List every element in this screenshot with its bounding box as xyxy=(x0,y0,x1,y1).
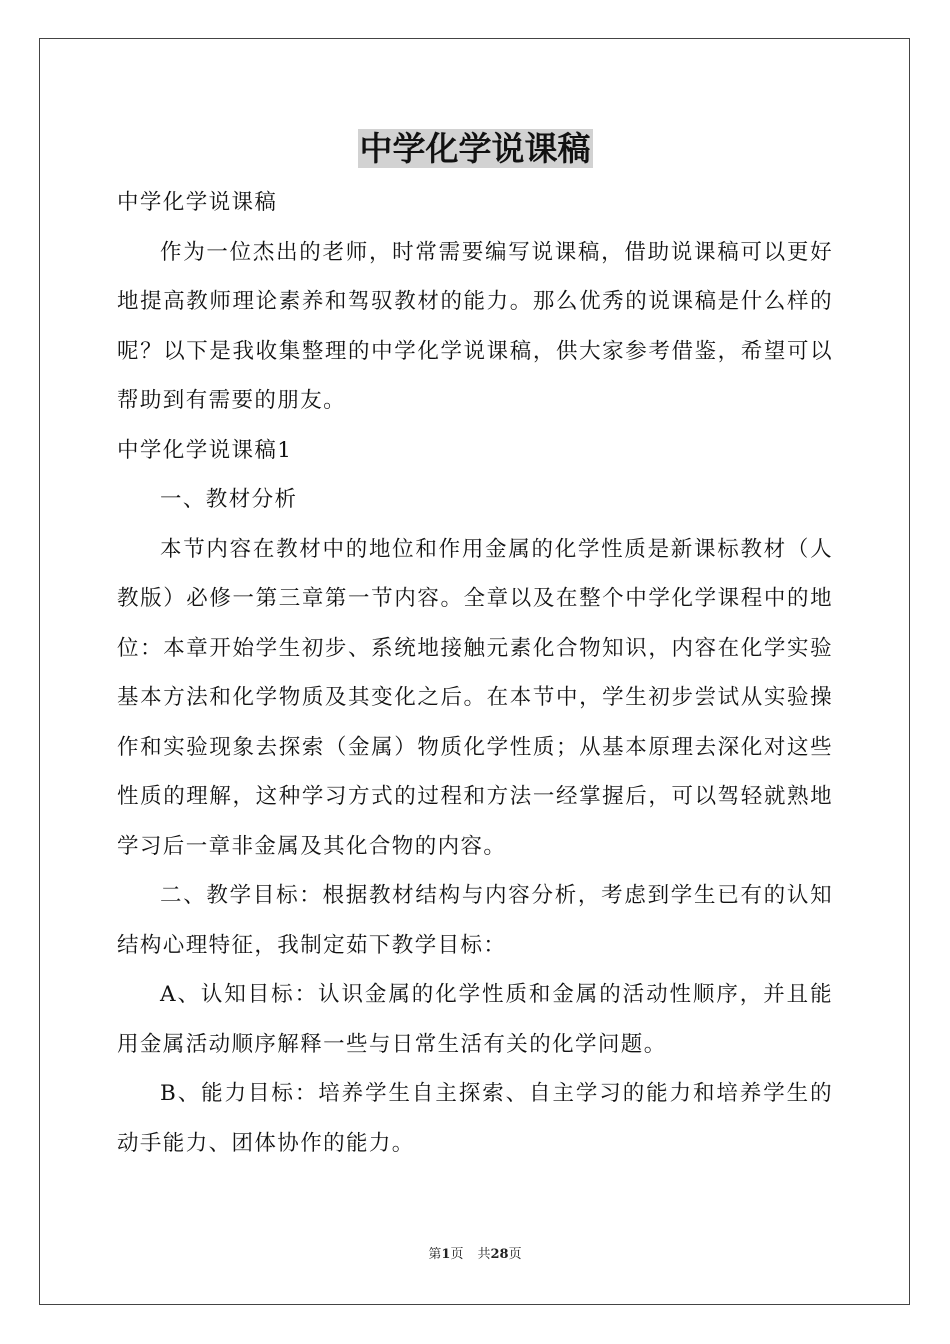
cognitive-goal-paragraph: A、认知目标：认识金属的化学性质和金属的活动性顺序，并且能用金属活动顺序解释一些与日常生活有关的化学问题。 xyxy=(117,982,833,1057)
total-suffix: 页 xyxy=(508,1247,522,1262)
document-body xyxy=(117,178,833,1168)
section-heading: 中学化学说课稿1 xyxy=(117,437,293,463)
total-prefix: 共 xyxy=(477,1247,491,1262)
page-prefix: 第 xyxy=(428,1247,442,1262)
intro-paragraph: 作为一位杰出的老师，时常需要编写说课稿，借助说课稿可以更好地提高教师理论素养和驾驭教材的能力。那么优秀的说课稿是什么样的呢？以下是我收集整理的中学化学说课稿，供大家参考借鉴，希望可以帮助到有需要的朋友。 xyxy=(117,239,833,413)
page-number: 1 xyxy=(441,1247,451,1262)
document-title-text: 中学化学说课稿 xyxy=(359,129,591,168)
textbook-analysis-paragraph: 本节内容在教材中的地位和作用金属的化学性质是新课标教材（人教版）必修一第三章第一节内容。全章以及在整个中学化学课程中的地位：本章开始学生初步、系统地接触元素化合物知识，内容在化学实验基本方法和化学物质及其变化之后。在本节中，学生初步尝试从实验操作和实验现象去探索（金属）物质化学性质；从基本原理去深化对这些性质的理解，这种学习方式的过程和方法一经掌握后，可以驾轻就熟地学习后一章非金属及其化合物的内容。 xyxy=(117,536,833,859)
subsection-heading-textbook-analysis: 一、教材分析 xyxy=(160,487,298,512)
teaching-goals-paragraph: 二、教学目标：根据教材结构与内容分析，考虑到学生已有的认知结构心理特征，我制定茹下教学目标： xyxy=(117,883,833,958)
page-suffix: 页 xyxy=(450,1247,464,1262)
total-pages: 28 xyxy=(490,1247,509,1262)
ability-goal-paragraph: B、能力目标：培养学生自主探索、自主学习的能力和培养学生的动手能力、团体协作的能力。 xyxy=(117,1081,833,1156)
subtitle-paragraph: 中学化学说课稿 xyxy=(117,190,278,215)
document-title xyxy=(0,126,950,172)
page-footer xyxy=(0,1246,950,1264)
